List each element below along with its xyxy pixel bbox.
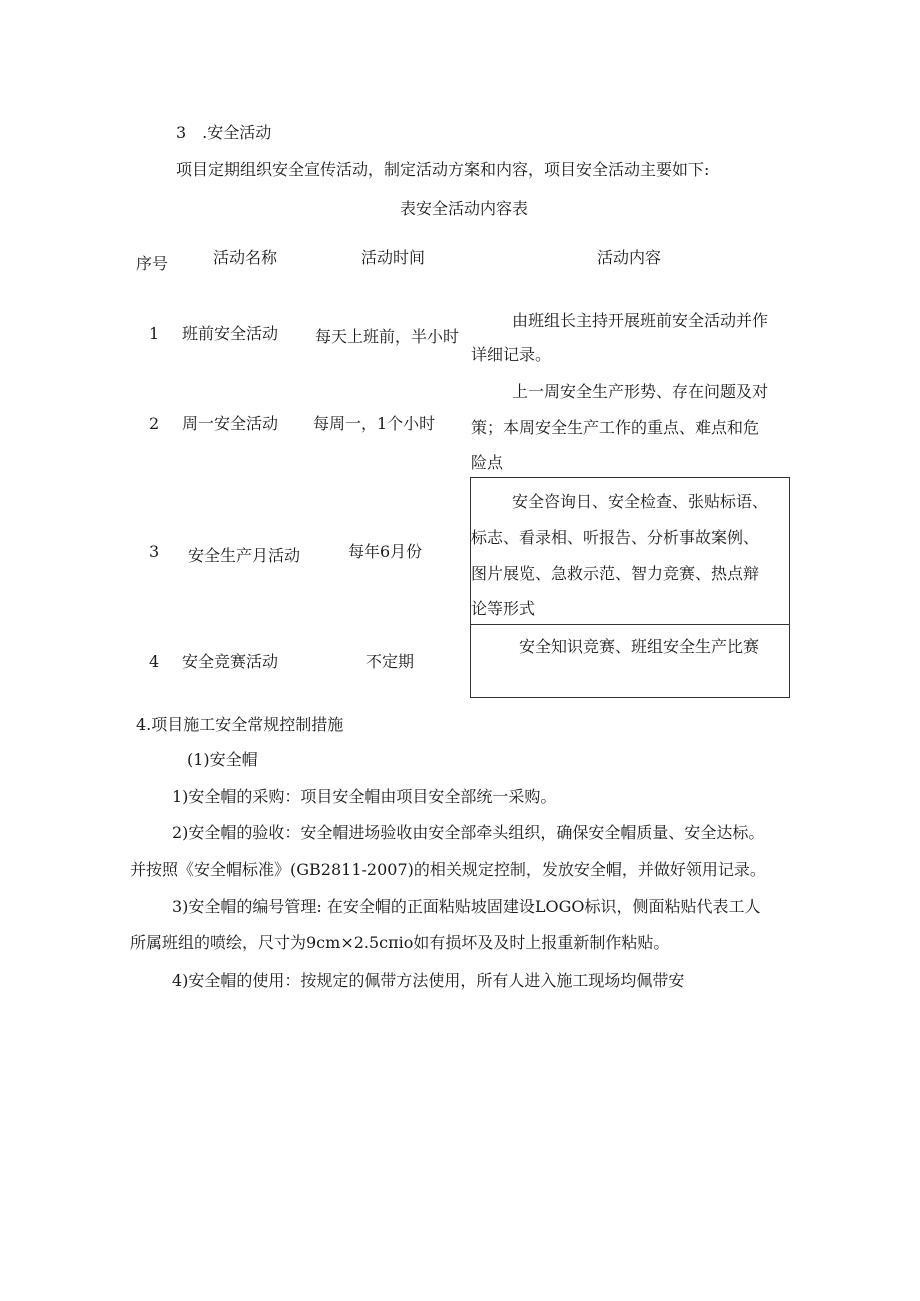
row-content-line: 详细记录。 (471, 345, 552, 364)
row-content-line: 安全咨询日、安全检查、张贴标语、 (512, 492, 769, 511)
section-3-heading: 3 .安全活动 (176, 123, 272, 142)
row-name: 班前安全活动 (182, 324, 279, 343)
row-content-line: 论等形式 (471, 599, 536, 618)
header-seq: 序号 (136, 254, 169, 273)
row-time: 每天上班前，半小时 (315, 327, 460, 346)
row-seq: 2 (149, 414, 160, 433)
paragraph-procurement: 1)安全帽的采购：项目安全帽由项目安全部统一采购。 (172, 787, 557, 806)
header-name: 活动名称 (213, 248, 278, 267)
row-content-line: 策；本周安全生产工作的重点、难点和危 (471, 418, 760, 437)
paragraph-acceptance-line: 2)安全帽的验收：安全帽进场验收由安全部牵头组织，确保安全帽质量、安全达标。 (172, 823, 765, 842)
row-content-line: 图片展览、急救示范、智力竞赛、热点辩 (471, 564, 760, 583)
paragraph-numbering-line: 所属班组的喷绘，尺寸为9cm×2.5cπio如有损坏及及时上报重新制作粘贴。 (130, 933, 670, 952)
content-cell-divider (470, 624, 790, 625)
row-time: 每周一，1个小时 (313, 414, 436, 433)
section-3-intro: 项目定期组织安全宣传活动，制定活动方案和内容，项目安全活动主要如下: (176, 160, 710, 179)
row-content-line: 由班组长主持开展班前安全活动并作 (512, 311, 769, 330)
row-seq: 4 (149, 652, 160, 671)
row-seq: 1 (149, 324, 160, 343)
row-content-line: 安全知识竞赛、班组安全生产比赛 (519, 637, 760, 656)
row-content-line: 险点 (471, 453, 504, 472)
subsection-helmet-heading: (1)安全帽 (187, 750, 258, 769)
row-seq: 3 (149, 542, 160, 561)
row-name: 周一安全活动 (182, 414, 279, 433)
row-name: 安全生产月活动 (188, 546, 301, 565)
row-content-line: 标志、看录相、听报告、分析事故案例、 (471, 528, 760, 547)
table-caption: 表安全活动内容表 (400, 199, 529, 218)
row-name: 安全竞赛活动 (182, 652, 279, 671)
paragraph-usage: 4)安全帽的使用：按规定的佩带方法使用，所有人进入施工现场均佩带安 (172, 971, 685, 990)
header-time: 活动时间 (361, 248, 426, 267)
paragraph-acceptance-line: 并按照《安全帽标准》(GB2811-2007)的相关规定控制，发放安全帽，并做好领用记录。 (130, 860, 766, 879)
header-content: 活动内容 (597, 248, 662, 267)
section-4-heading: 4.项目施工安全常规控制措施 (136, 715, 344, 734)
row-content-line: 上一周安全生产形势、存在问题及对 (512, 382, 769, 401)
row-time: 每年6月份 (348, 542, 423, 561)
paragraph-numbering-line: 3)安全帽的编号管理: 在安全帽的正面粘贴坡固建设LOGO标识，侧面粘贴代表工人 (172, 897, 761, 916)
row-time: 不定期 (366, 652, 415, 671)
